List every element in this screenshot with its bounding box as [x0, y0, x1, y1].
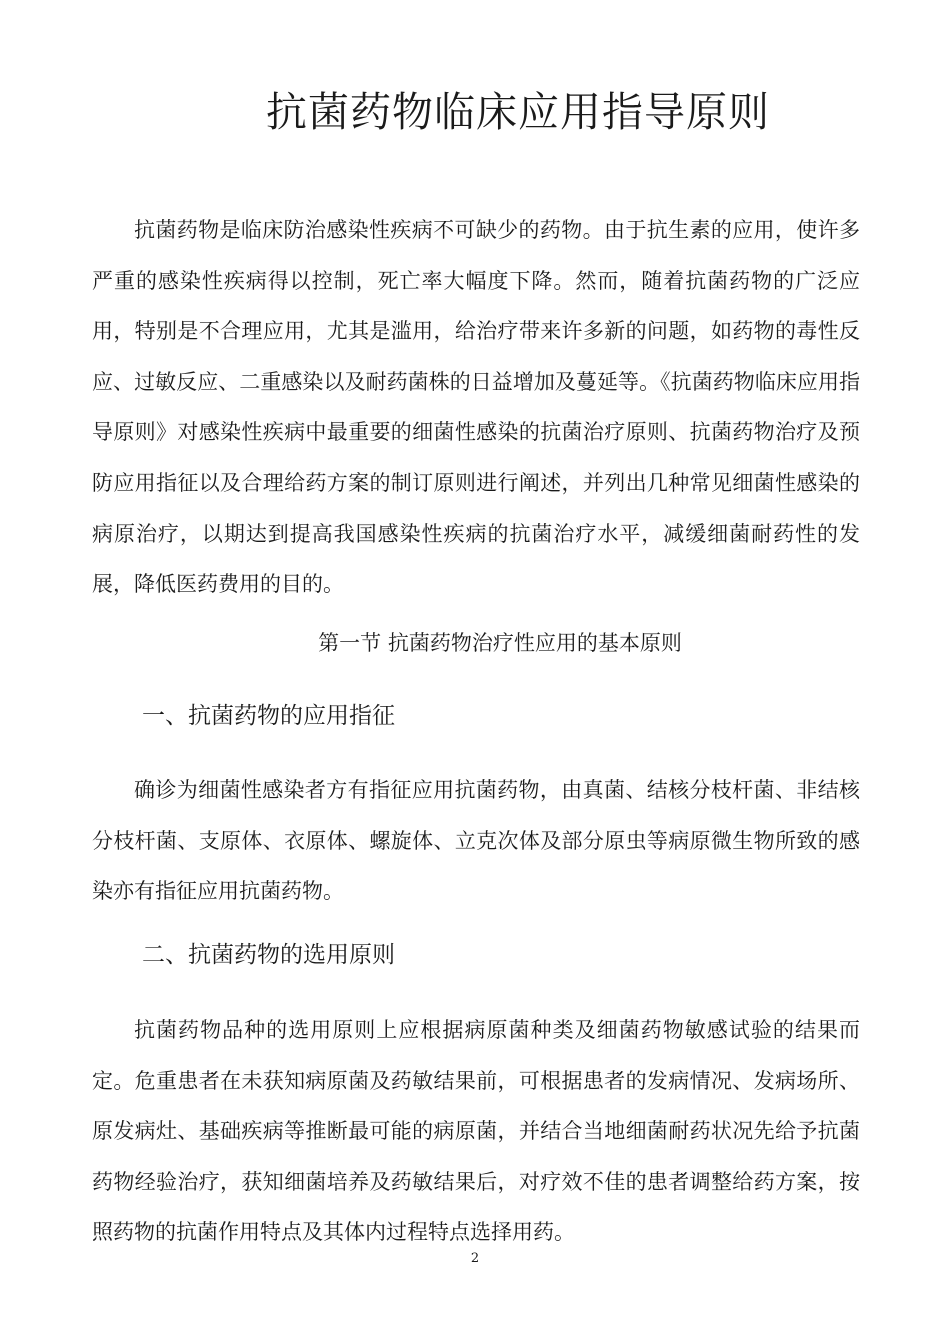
page-number: 2 — [470, 1251, 480, 1266]
section-heading: 第一节 抗菌药物治疗性应用的基本原则 — [318, 631, 682, 655]
subsection-heading-selection: 二、抗菌药物的选用原则 — [142, 942, 395, 968]
indications-paragraph: 确诊为细菌性感染者方有指征应用抗菌药物，由真菌、结核分枝杆菌、非结核分枝杆菌、支原体、衣原体、螺旋体、立克次体及部分原虫等病原微生物所致的感染亦有指征应用抗菌药物。 — [92, 778, 860, 904]
document-title: 抗菌药物临床应用指导原则 — [266, 88, 770, 136]
selection-paragraph: 抗菌药物品种的选用原则上应根据病原菌种类及细菌药物敏感试验的结果而定。危重患者在未获知病原菌及药敏结果前，可根据患者的发病情况、发病场所、原发病灶、基础疾病等推断最可能的病原菌，并结合当地细菌耐药状况先给予抗菌药物经验治疗，获知细菌培养及药敏结果后，对疗效不佳的患者调整给药方案，按照药物的抗菌作用特点及其体内过程特点选择用药。 — [92, 1018, 860, 1245]
intro-paragraph: 抗菌药物是临床防治感染性疾病不可缺少的药物。由于抗生素的应用，使许多严重的感染性疾病得以控制，死亡率大幅度下降。然而，随着抗菌药物的广泛应用，特别是不合理应用，尤其是滥用，给治疗带来许多新的问题，如药物的毒性反应、过敏反应、二重感染以及耐药菌株的日益增加及蔓延等。《抗菌药物临床应用指导原则》对感染性疾病中最重要的细菌性感染的抗菌治疗原则、抗菌药物治疗及预防应用指征以及合理给药方案的制订原则进行阐述，并列出几种常见细菌性感染的病原治疗，以期达到提高我国感染性疾病的抗菌治疗水平，减缓细菌耐药性的发展，降低医药费用的目的。 — [92, 218, 860, 597]
subsection-heading-indications: 一、抗菌药物的应用指征 — [142, 703, 395, 729]
